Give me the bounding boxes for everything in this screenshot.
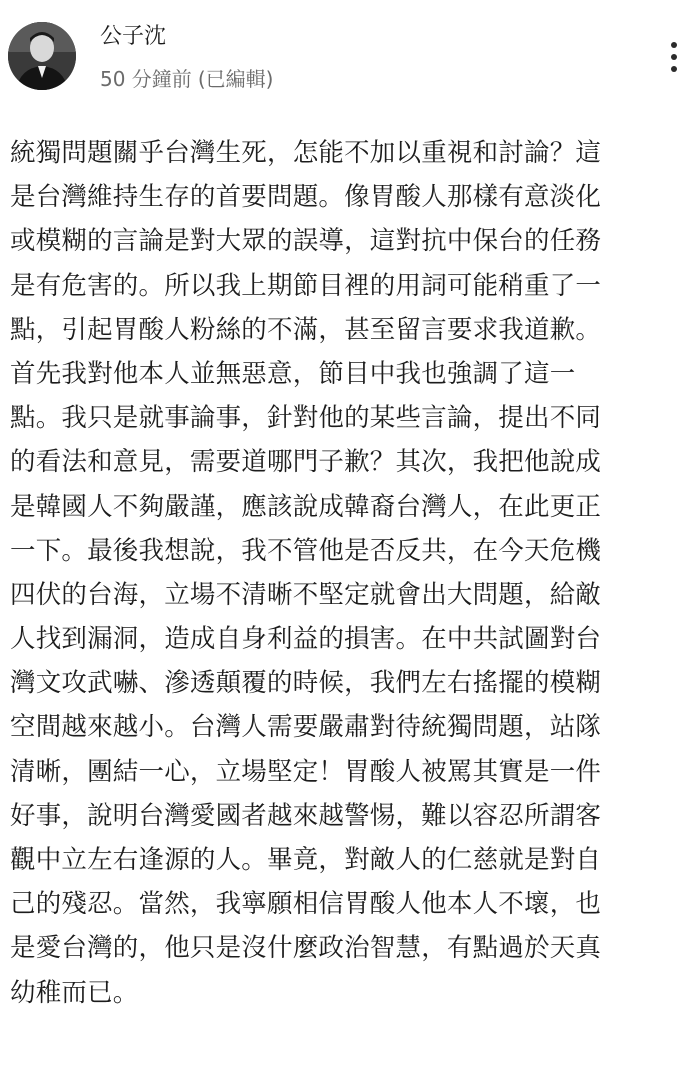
avatar-photo <box>8 22 76 90</box>
post-line: 統獨問題關乎台灣生死，怎能不加以重視和討論？這 <box>10 138 602 168</box>
more-dot <box>671 54 677 60</box>
post-body <box>10 131 686 1015</box>
post-meta <box>100 64 273 94</box>
edited-label[interactable]: (已編輯) <box>197 67 274 91</box>
post-line: 觀中立左右逢源的人。畢竟，對敵人的仁慈就是對自 <box>10 845 602 875</box>
post-timestamp: 50 分鐘前 <box>100 67 192 91</box>
more-dot <box>671 66 677 72</box>
post-line: 是韓國人不夠嚴謹，應該說成韓裔台灣人，在此更正 <box>10 491 602 522</box>
post-line: 四伏的台海，立場不清晰不堅定就會出大問題，給敵 <box>10 579 602 610</box>
post-line: 人找到漏洞，造成自身利益的損害。在中共試圖對台 <box>10 624 602 655</box>
post-line: 是愛台灣的，他只是沒什麼政治智慧，有點過於天真 <box>10 933 602 964</box>
post-line: 灣文攻武嚇、滲透顛覆的時候，我們左右搖擺的模糊 <box>10 668 602 699</box>
post-line: 首先我對他本人並無惡意，節目中我也強調了這一 <box>10 358 576 389</box>
post-line: 或模糊的言論是對大眾的誤導，這對抗中保台的任務 <box>10 226 602 257</box>
post-line: 是台灣維持生存的首要問題。像胃酸人那樣有意淡化 <box>10 182 602 213</box>
post-line: 的看法和意見，需要道哪門子歉？其次，我把他說成 <box>10 447 602 478</box>
post-line: 一下。最後我想說，我不管他是否反共，在今天危機 <box>10 535 602 566</box>
post-line: 好事，說明台灣愛國者越來越警惕，難以容忍所謂客 <box>10 800 602 831</box>
author-avatar[interactable] <box>8 22 76 90</box>
post-line: 空間越來越小。台灣人需要嚴肅對待統獨問題，站隊 <box>10 712 602 743</box>
author-name[interactable]: 公子沈 <box>100 24 167 49</box>
more-vertical-icon[interactable] <box>662 40 686 74</box>
post-line: 點。我只是就事論事，針對他的某些言論，提出不同 <box>10 403 602 434</box>
post-line: 點，引起胃酸人粉絲的不滿，甚至留言要求我道歉。 <box>10 314 602 345</box>
more-dot <box>671 42 677 48</box>
post-line: 己的殘忍。當然，我寧願相信胃酸人他本人不壞，也 <box>10 889 602 920</box>
post-line: 幼稚而已。 <box>10 977 139 1008</box>
post-line: 清晰，團結一心，立場堅定！胃酸人被罵其實是一件 <box>10 756 602 787</box>
post-line: 是有危害的。所以我上期節目裡的用詞可能稍重了一 <box>10 270 602 301</box>
post-header <box>0 0 694 112</box>
